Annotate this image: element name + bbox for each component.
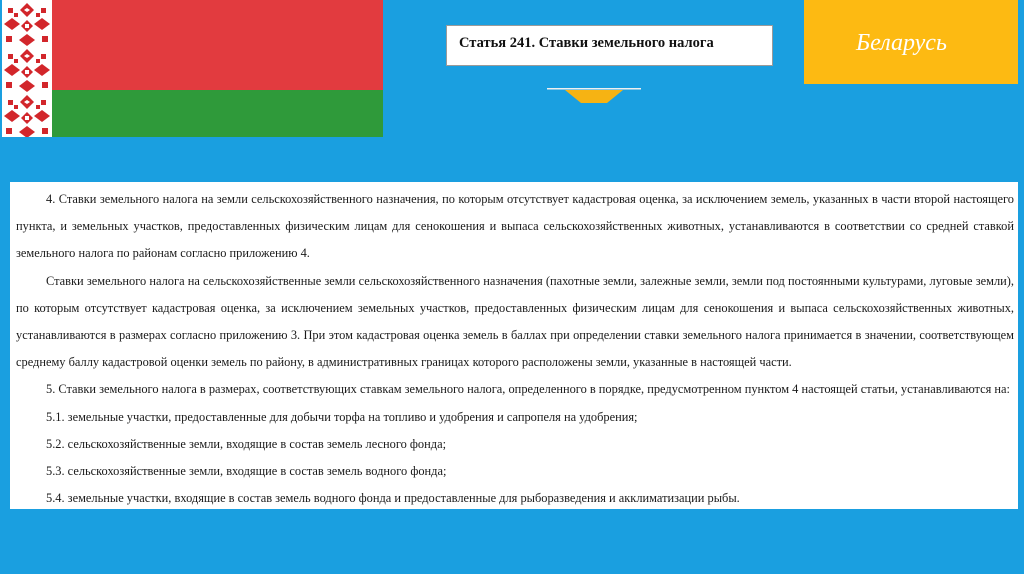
paragraph: 5.3. сельскохозяйственные земли, входящие в состав земель водного фонда; — [46, 464, 447, 479]
flag-green-stripe — [52, 90, 383, 137]
paragraph: Ставки земельного налога на сельскохозяйственные земли сельскохозяйственного назначения (пахотные земли, залежные земли, земли под постоянными культурами, луговые земли), по которым отсутствует кадастровая оценка, за исключением земельных участков, предоставленных физическим лицам для сенокошения и выпаса сельскохозяйственных животных, устанавливаются в размерах согласно приложению 3. При этом кадастровая оценка земель в баллах при определении ставки земельного налога принимается в значении, соответствующем среднему баллу кадастровой оценки земель по району, в административных границах которого расположены земли, указанные в настоящей части. — [16, 273, 1014, 370]
flag-red-stripe — [52, 0, 383, 90]
paragraph: 5. Ставки земельного налога в размерах, соответствующих ставкам земельного налога, определенного в порядке, предусмотренном пунктом 4 настоящей статьи, устанавливаются на: — [46, 382, 1010, 397]
paragraph: 5.4. земельные участки, входящие в состав земель водного фонда и предоставленные для рыборазведения и акклиматизации рыбы. — [46, 491, 740, 506]
belarus-flag — [2, 0, 383, 137]
paragraph: 4. Ставки земельного налога на земли сельскохозяйственного назначения, по которым отсутствует кадастровая оценка, за исключением земель, указанных в части второй настоящего пункта, и земельных участков, предоставленных физическим лицам для сенокошения и выпаса сельскохозяйственных животных, устанавливаются в соответствии со средней ставкой земельного налога по районам согласно приложению 4. — [16, 192, 1014, 261]
flag-ornament — [2, 0, 52, 137]
down-arrow-icon — [547, 88, 641, 104]
tax-document-text — [10, 182, 1018, 509]
paragraph: 5.1. земельные участки, предоставленные для добычи торфа на топливо и удобрения и сапропеля на удобрения; — [46, 409, 638, 424]
paragraph: 5.2. сельскохозяйственные земли, входящие в состав земель лесного фонда; — [46, 436, 447, 451]
article-title: Статья 241. Ставки земельного налога — [446, 25, 773, 66]
country-label: Беларусь — [804, 0, 1018, 84]
